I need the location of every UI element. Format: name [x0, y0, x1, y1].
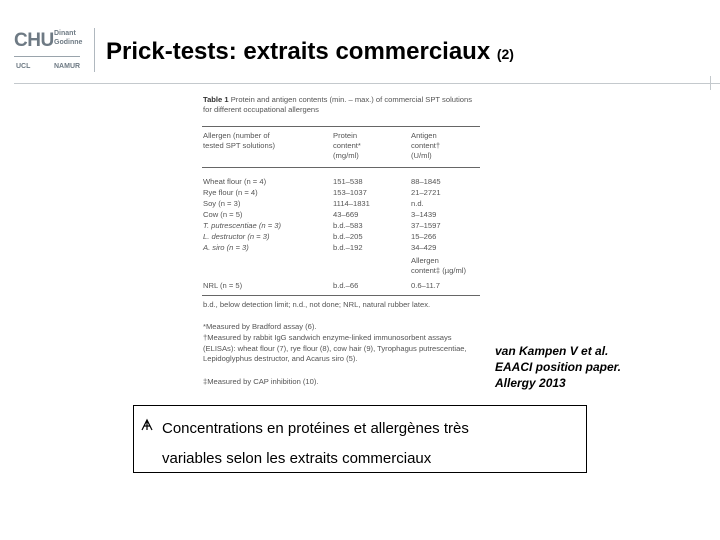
table-footnote: b.d., below detection limit; n.d., not done; NRL, natural rubber latex. — [203, 300, 431, 309]
cell-allergen: Wheat flour (n = 4) — [203, 177, 267, 186]
chu-logo — [14, 28, 86, 76]
header-line: content† — [411, 141, 441, 150]
cell-antigen: 88–1845 — [411, 177, 441, 186]
table-caption-text: Protein and antigen contents (min. – max.) of commercial SPT solutions for different occupational allergens — [203, 95, 473, 114]
allergen-table — [200, 95, 482, 403]
cell-allergen: NRL (n = 5) — [203, 281, 243, 290]
logo-chu-text: CHU — [14, 30, 54, 51]
logo-namur-text: NAMUR — [54, 63, 81, 70]
cell-antigen: 0.6–11.7 — [411, 281, 440, 290]
cell-protein: 1114–1831 — [333, 199, 370, 208]
table-row — [200, 177, 482, 188]
conclusion-line-2: variables selon les extraits commerciaux — [162, 450, 432, 467]
cell-allergen: Soy (n = 3) — [203, 199, 241, 208]
table-row — [200, 221, 482, 232]
table-row — [200, 232, 482, 243]
table-caption-label: Table 1 — [203, 95, 229, 104]
subheader-line: content‡ (µg/ml) — [411, 266, 467, 275]
logo-dinant-text: Dinant — [54, 30, 76, 37]
cell-allergen: Rye flour (n = 4) — [203, 188, 258, 197]
cell-protein: b.d.–583 — [333, 221, 363, 230]
slide-title-main: Prick-tests: extraits commerciaux — [106, 38, 491, 65]
table-caption — [203, 95, 481, 115]
table-top-rule — [202, 126, 480, 127]
citation-line: Allergy 2013 — [495, 376, 566, 390]
cell-antigen: 21–2721 — [411, 188, 441, 197]
cell-antigen: 37–1597 — [411, 221, 441, 230]
cell-antigen: 3–1439 — [411, 210, 437, 219]
header-separator — [94, 28, 95, 72]
conclusion-line-1: Concentrations en protéines et allergènes très — [162, 420, 469, 437]
cell-antigen: 15–266 — [411, 232, 437, 241]
cell-protein: b.d.–66 — [333, 281, 359, 290]
logo-ucl-text: UCL — [16, 63, 31, 70]
table-subheader-allergen — [411, 256, 466, 276]
cell-protein: b.d.–205 — [333, 232, 363, 241]
header-line: Protein — [333, 131, 358, 140]
table-header-allergen — [203, 131, 275, 151]
cell-antigen: 34–429 — [411, 243, 437, 252]
header-line: content* — [333, 141, 361, 150]
table-row — [200, 210, 482, 221]
header-line: tested SPT solutions) — [203, 141, 276, 150]
citation-line: van Kampen V et al. — [495, 344, 609, 358]
table-header-rule — [202, 167, 480, 168]
cell-allergen: T. putrescentiae (n = 3) — [203, 221, 282, 230]
title-rule — [14, 83, 720, 84]
table-header-protein — [333, 131, 361, 161]
header-line: (U/ml) — [411, 151, 432, 160]
header-line: (mg/ml) — [333, 151, 359, 160]
citation-line: EAACI position paper. — [495, 360, 622, 374]
logo-divider — [14, 56, 80, 57]
slide-title-suffix: (2) — [496, 46, 514, 62]
cell-allergen: L. destructor (n = 3) — [203, 232, 270, 241]
cell-allergen: Cow (n = 5) — [203, 210, 243, 219]
arrow-bullet-icon — [140, 418, 154, 432]
logo-godinne-text: Godinne — [54, 39, 83, 46]
subheader-line: Allergen — [411, 256, 439, 265]
table-bottom-rule — [202, 295, 480, 296]
citation — [495, 343, 621, 391]
header-line: Antigen — [411, 131, 437, 140]
cell-allergen: A. siro (n = 3) — [203, 243, 249, 252]
table-row — [200, 243, 482, 254]
cell-protein: 151–538 — [333, 177, 363, 186]
title-rule-end — [710, 76, 711, 90]
header-line: Allergen (number of — [203, 131, 270, 140]
table-header-antigen — [411, 131, 440, 161]
table-row — [200, 188, 482, 199]
cell-protein: 153–1037 — [333, 188, 367, 197]
table-row-nrl — [200, 281, 482, 292]
slide-title — [106, 38, 514, 66]
conclusion-box — [133, 405, 587, 473]
table-row — [200, 199, 482, 210]
table-footnote: ‡Measured by CAP inhibition (10). — [203, 377, 319, 386]
table-footnote: *Measured by Bradford assay (6). — [203, 322, 317, 331]
cell-antigen: n.d. — [411, 199, 424, 208]
cell-protein: 43–669 — [333, 210, 359, 219]
cell-protein: b.d.–192 — [333, 243, 363, 252]
table-footnote: †Measured by rabbit IgG sandwich enzyme-linked immunosorbent assays (ELISAs): wheat flour (7), rye flour (8), cow hair (9), Tyrophagus putrescentiae, Lepidoglyphus destructor, and Acarus siro (5). — [203, 333, 467, 363]
